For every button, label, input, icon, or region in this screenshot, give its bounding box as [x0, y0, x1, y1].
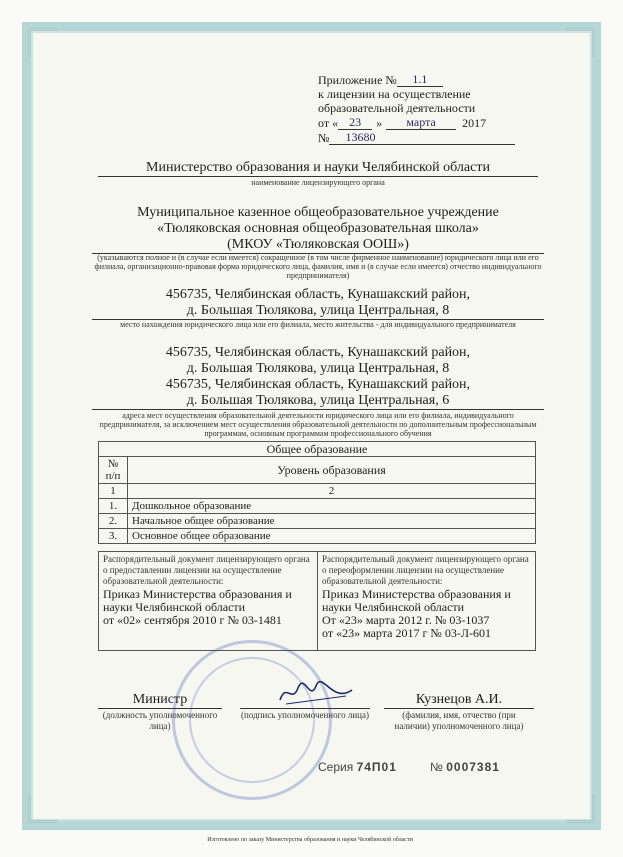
- table-row: [99, 529, 536, 544]
- order-reissue-label: Распорядительный документ лицензирующего органа о переоформлении лицензии на осуществление образовательной деятельности:: [322, 554, 529, 586]
- row-number: 3.: [99, 529, 128, 544]
- table-row: [99, 499, 536, 514]
- serial-number: 0007381: [446, 760, 500, 774]
- addresses-block: [92, 345, 544, 410]
- signer-name: Кузнецов А.И.: [384, 692, 534, 709]
- location-line1: 456735, Челябинская область, Кунашакский район,: [165, 287, 471, 302]
- order-reissue-line3: От «23» марта 2012 г. № 03-1037: [322, 613, 490, 627]
- order-reissue-line4: от «23» марта 2017 г № 03-Л-601: [322, 626, 491, 640]
- appendix-to-license: к лицензии на осуществление: [318, 87, 471, 101]
- col-num-label: №: [107, 458, 119, 470]
- order-grant-label: Распорядительный документ лицензирующего органа о предоставлении лицензии на осуществление образовательной деятельности:: [103, 554, 310, 586]
- index-cell-1: 1: [99, 484, 128, 499]
- date-day-close: »: [376, 116, 383, 130]
- order-documents: [98, 551, 536, 651]
- order-grant-line2: науки Челябинской области: [103, 600, 246, 614]
- organization-caption: (указываются полное и (в случае если имеется) сокращенное (в том числе фирменное наименование) юридического лица или его филиала, организационно-правовая форма юридического лица, фамилия, имя и (в случае если имеется) отчество индивидуального предпринимателя): [94, 253, 542, 280]
- authority-name: [98, 160, 538, 177]
- organization-line1: Муниципальное казенное общеобразовательное учреждение: [137, 205, 499, 220]
- appendix-activity: образовательной деятельности: [318, 101, 476, 115]
- location-caption: место нахождения юридического лица или его филиала, место жительства - для индивидуального предпринимателя: [120, 320, 516, 329]
- series-code: 74П01: [356, 760, 397, 774]
- col-num-header: [99, 457, 128, 484]
- address2-line1: 456735, Челябинская область, Кунашакский район,: [165, 377, 471, 392]
- series-label: Серия: [318, 760, 354, 774]
- date-day: 23: [338, 115, 372, 130]
- series-block: [318, 760, 397, 774]
- row-level: Дошкольное образование: [128, 499, 536, 514]
- order-grant-line1: Приказ Министерства образования и: [103, 587, 292, 601]
- organization-block: [92, 205, 544, 254]
- signature-mark: [276, 674, 356, 710]
- license-number-label: №: [318, 131, 330, 145]
- address1-line1: 456735, Челябинская область, Кунашакский район,: [165, 345, 471, 360]
- corner-ornament: [28, 794, 57, 823]
- location-block: [92, 287, 544, 320]
- table-title-row: [99, 442, 536, 457]
- order-reissue-line1: Приказ Министерства образования и: [322, 587, 511, 601]
- col-level-header: Уровень образования: [128, 457, 536, 484]
- table-title: Общее образование: [99, 442, 536, 457]
- education-levels-table: [98, 441, 536, 544]
- footer-note: Изготовлено по заказу Министерства образования и науки Челябинской области: [207, 837, 413, 843]
- serial-num-label: №: [430, 760, 443, 774]
- appendix-label: Приложение №: [318, 73, 397, 87]
- authority-name-text: Министерство образования и науки Челябинской области: [98, 160, 538, 177]
- signature-caption: (подпись уполномоченного лица): [241, 710, 369, 720]
- addresses-caption: адреса мест осуществления образовательной деятельности юридического лица или его филиала, индивидуального предпринимателя, за исключением мест осуществления образовательной деятельности по дополнительным профессиональным программам, основным программам профессионального обучения: [99, 411, 537, 438]
- organization-line2: «Тюляковская основная общеобразовательная школа»: [157, 221, 479, 236]
- table-header-row: [99, 457, 536, 484]
- row-number: 2.: [99, 514, 128, 529]
- row-number: 1.: [99, 499, 128, 514]
- organization-line3: (МКОУ «Тюляковская ООШ»): [92, 237, 544, 254]
- address1-line2: д. Большая Тюлякова, улица Центральная, 8: [186, 361, 450, 376]
- corner-ornament: [28, 28, 57, 57]
- appendix-header: [318, 72, 528, 145]
- license-number: 13680: [329, 130, 515, 145]
- signer-position: Министр: [98, 692, 222, 709]
- row-level: Основное общее образование: [128, 529, 536, 544]
- signer-position-caption: (должность уполномоченного лица): [102, 710, 218, 731]
- index-cell-2: 2: [128, 484, 536, 499]
- authority-caption: наименование лицензирующего органа: [251, 178, 385, 187]
- appendix-number: 1.1: [397, 72, 443, 87]
- location-line2: д. Большая Тюлякова, улица Центральная, 8: [92, 303, 544, 320]
- date-from-label: от «: [318, 116, 339, 130]
- order-grant-cell: [99, 552, 317, 650]
- serial-number-block: [430, 760, 500, 774]
- address2-line2: д. Большая Тюлякова, улица Центральная, 6: [92, 393, 544, 410]
- date-month: марта: [386, 115, 456, 130]
- signer-name-caption: (фамилия, имя, отчество (при наличии) уполномоченного лица): [394, 710, 524, 731]
- date-year: 2017: [462, 116, 487, 130]
- col-num-label2: п/п: [105, 470, 121, 482]
- order-grant-line3: от «02» сентября 2010 г № 03-1481: [103, 613, 282, 627]
- corner-ornament: [566, 794, 595, 823]
- table-index-row: [99, 484, 536, 499]
- order-reissue-cell: [317, 552, 535, 650]
- order-reissue-line2: науки Челябинской области: [322, 600, 465, 614]
- corner-ornament: [566, 28, 595, 57]
- row-level: Начальное общее образование: [128, 514, 536, 529]
- table-row: [99, 514, 536, 529]
